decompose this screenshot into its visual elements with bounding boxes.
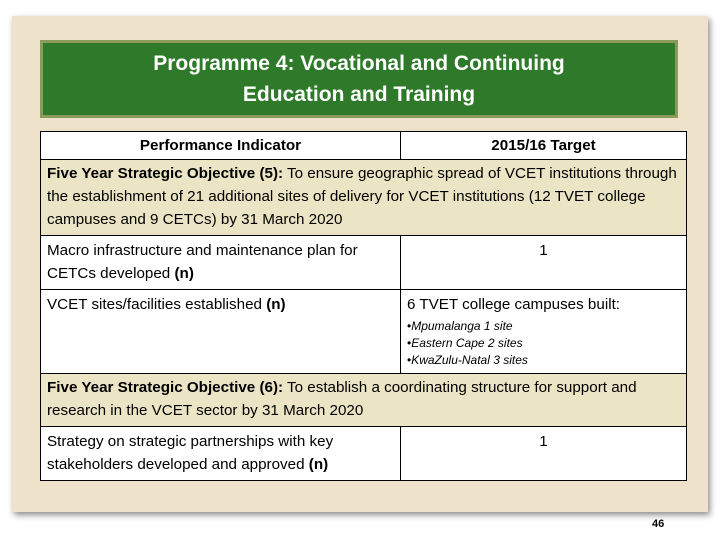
target-cell: 1 [401,236,687,290]
header-target: 2015/16 Target [401,132,687,160]
performance-table [40,131,687,481]
indicator-cell [41,427,401,481]
objective-6-text: To establish a coordinating structure for support and research in the VCET sector by 31 March 2020 [47,379,637,419]
indicator-unit: (n) [308,456,329,473]
indicator-text: Macro infrastructure and maintenance plan for CETCs developed [47,242,358,282]
indicator-text: VCET sites/facilities established [47,296,267,313]
slide-title-line2: Education and Training [242,83,476,106]
list-item: • Eastern Cape 2 sites [407,335,680,352]
objective-5-cell [41,160,687,236]
objective-6-label: Five Year Strategic Objective (6): [47,379,284,396]
indicator-text: Strategy on strategic partnerships with key stakeholders developed and approved [47,433,334,473]
sites-list [407,318,680,369]
table-row [41,236,687,290]
objective-6-cell [41,374,687,427]
indicator-cell [41,290,401,374]
indicator-unit: (n) [174,265,194,282]
slide-title-box [40,40,678,118]
table-row [41,290,687,374]
objective-5-label: Five Year Strategic Objective (5): [47,165,284,182]
objective-row [41,374,687,427]
list-item: • KwaZulu-Natal 3 sites [407,352,680,369]
table-header-row [41,132,687,160]
target-cell [401,290,687,374]
indicator-cell [41,236,401,290]
slide-title-line1: Programme 4: Vocational and Continuing [153,52,565,75]
target-cell: 1 [401,427,687,481]
page-number: 46 [652,518,665,530]
objective-row [41,160,687,236]
objective-5-text: To ensure geographic spread of VCET institutions through the establishment of 21 additional sites of delivery for VCET institutions (12 TVET college campuses and 9 CETCs) by 31 March 2020 [47,165,677,228]
header-performance-indicator: Performance Indicator [41,132,401,160]
list-item: • Mpumalanga 1 site [407,318,680,335]
target-text: 6 TVET college campuses built: [407,296,621,313]
table-row [41,427,687,481]
indicator-unit: (n) [266,296,286,313]
